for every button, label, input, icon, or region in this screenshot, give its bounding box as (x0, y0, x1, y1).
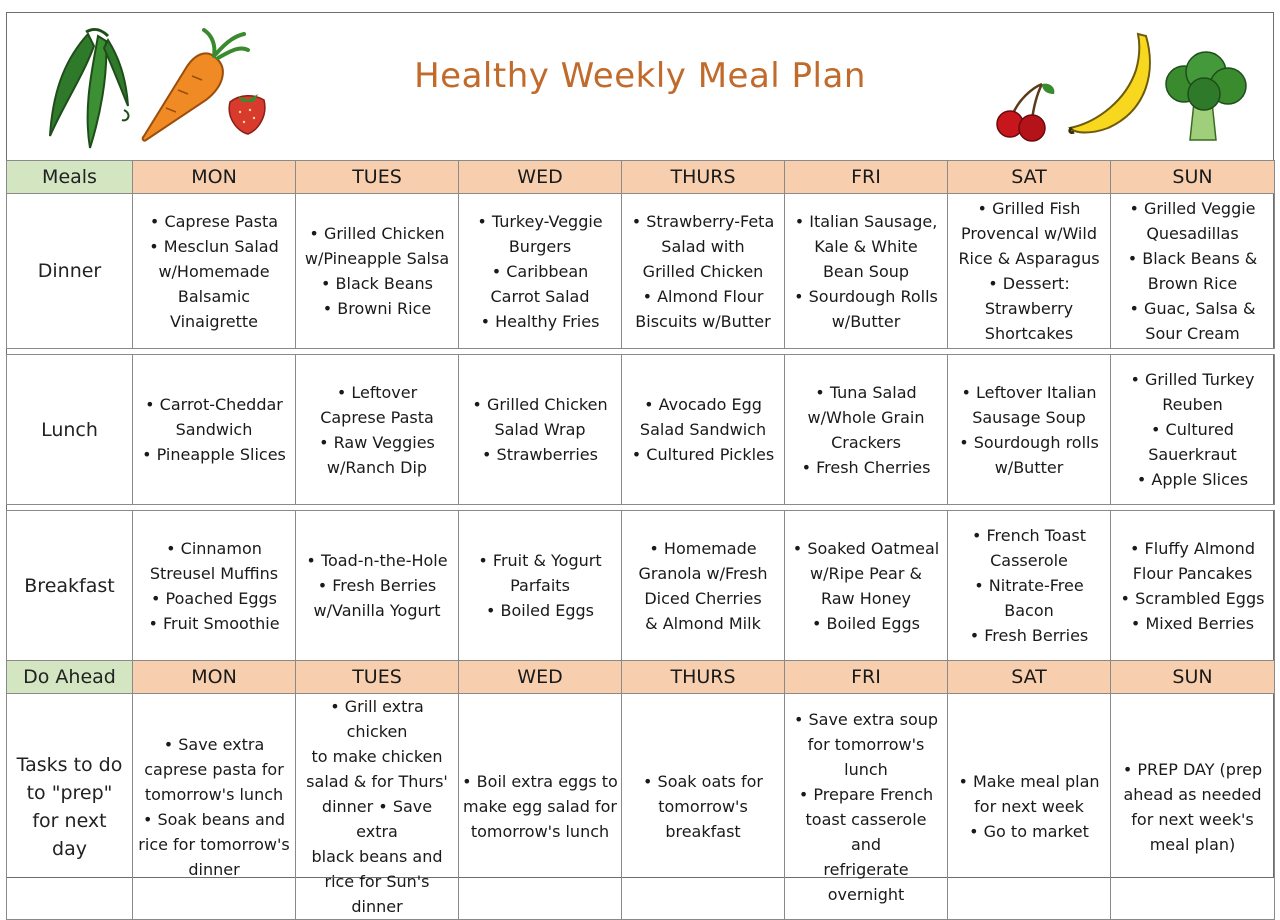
dinner-item-line: w/Butter (831, 311, 901, 331)
breakfast-cell-tues (296, 511, 459, 661)
dinner-item-line: Carrot Salad (490, 286, 590, 306)
tasks-item-line: tomorrow's (658, 797, 748, 816)
breakfast-item-line: Streusel Muffins (149, 563, 279, 583)
tasks-cell-thurs (622, 694, 785, 920)
breakfast-cell-wed (459, 511, 622, 661)
day-header: TUES (296, 161, 459, 194)
dinner-cell-tues (296, 194, 459, 349)
breakfast-cell-sun (1111, 511, 1275, 661)
lunch-item-line: • Tuna Salad (815, 382, 917, 402)
breakfast-item-line: • Fruit Smoothie (148, 613, 280, 633)
lunch-item-line: • Leftover (336, 382, 418, 402)
tasks-item-line: rice for Sun's (324, 872, 430, 891)
dinner-item-line: w/Homemade (158, 261, 270, 281)
dinner-item-line: • Sourdough Rolls (794, 286, 938, 306)
tasks-item-line: meal plan) (1149, 834, 1236, 854)
dinner-item-line: Biscuits w/Butter (635, 311, 771, 331)
dinner-item-line: Salad with (661, 236, 745, 256)
lunch-item-line: w/Whole Grain (807, 407, 925, 427)
dinner-item-line: Strawberry (984, 299, 1074, 318)
tasks-item-line: overnight (827, 884, 905, 904)
dinner-cell-thurs (622, 194, 785, 349)
lunch-item-line: Sauerkraut (1148, 445, 1237, 464)
tasks-label-line: Tasks to do (16, 753, 123, 776)
lunch-cell-sat (948, 355, 1111, 505)
day-header: SUN (1111, 161, 1275, 194)
dinner-item-line: • Strawberry-Feta (631, 211, 775, 231)
dinner-item-line: w/Pineapple Salsa (304, 249, 450, 268)
lunch-item-line: • Pineapple Slices (142, 445, 286, 464)
tasks-item-line: • Soak oats for (643, 772, 763, 791)
lunch-item-line: Salad Wrap (494, 420, 586, 439)
breakfast-item-line: Diced Cherries (644, 588, 762, 608)
tasks-item-line: for next week (974, 797, 1084, 816)
lunch-item-line: • Grilled Chicken (472, 395, 608, 414)
lunch-cell-fri (785, 355, 948, 505)
tasks-item-line: for next week's (1131, 809, 1254, 829)
tasks-cell-mon (133, 694, 296, 920)
dinner-item-line: Provencal w/Wild (961, 224, 1097, 243)
tasks-item-line: • Boil extra eggs to (462, 772, 618, 791)
breakfast-item-line: • Homemade (649, 538, 757, 558)
breakfast-item-line: Flour Pancakes (1132, 563, 1253, 583)
breakfast-item-line: Parfaits (510, 576, 570, 595)
tasks-item-line: to make chicken (311, 747, 443, 766)
meals-header-row (7, 161, 1275, 194)
breakfast-item-line: • Soaked Oatmeal (792, 538, 940, 558)
tasks-item-line: dinner (188, 859, 240, 879)
tasks-row (7, 694, 1275, 920)
lunch-cell-sun (1111, 355, 1275, 505)
dinner-item-line: • Italian Sausage, (794, 211, 938, 231)
tasks-label-line: to "prep" (26, 781, 113, 804)
lunch-item-line: • Cultured (1151, 420, 1234, 439)
breakfast-item-line: Raw Honey (820, 588, 911, 608)
lunch-item-line: • Fresh Cherries (801, 457, 931, 477)
lunch-item-line: w/Butter (994, 457, 1064, 477)
dinner-cell-sat (948, 194, 1111, 349)
day-header: THURS (622, 161, 785, 194)
dinner-item-line: Quesadillas (1146, 224, 1239, 243)
lunch-item-line: • Strawberries (482, 445, 598, 464)
breakfast-cell-mon (133, 511, 296, 661)
lunch-item-line: Sausage Soup (972, 407, 1086, 427)
lunch-item-line: • Sourdough rolls (959, 432, 1099, 452)
lunch-item-line: Crackers (831, 432, 901, 452)
breakfast-item-line: • Boiled Eggs (811, 613, 921, 633)
tasks-item-line: • Prepare French (798, 784, 934, 804)
day-header: SAT (948, 661, 1111, 694)
tasks-item-line: tomorrow's lunch (470, 822, 610, 841)
breakfast-item-line: • Nitrate-Free (974, 576, 1084, 595)
dinner-item-line: • Almond Flour (642, 286, 764, 306)
dinner-item-line: • Grilled Fish (977, 199, 1081, 218)
breakfast-item-line: • Poached Eggs (151, 588, 277, 608)
dinner-item-line: • Grilled Veggie (1129, 199, 1256, 218)
tasks-label-line: day (52, 837, 87, 860)
day-header: FRI (785, 661, 948, 694)
tasks-item-line: dinner • Save extra (321, 797, 433, 841)
dinner-item-line: Burgers (508, 236, 572, 256)
day-header: TUES (296, 661, 459, 694)
tasks-item-line: black beans and (311, 847, 443, 866)
dinner-item-line: Vinaigrette (169, 311, 259, 331)
tasks-cell-wed (459, 694, 622, 920)
lunch-cell-thurs (622, 355, 785, 505)
lunch-label: Lunch (7, 355, 133, 505)
dinner-item-line: Grilled Chicken (642, 261, 764, 281)
tasks-item-line: toast casserole and (805, 809, 927, 854)
breakfast-item-line: • Scrambled Eggs (1120, 588, 1265, 608)
day-header: MON (133, 661, 296, 694)
day-header: FRI (785, 161, 948, 194)
tasks-item-line: ahead as needed (1123, 784, 1262, 804)
day-header: MON (133, 161, 296, 194)
tasks-cell-sun (1111, 694, 1275, 920)
dinner-item-line: Kale & White (814, 236, 918, 256)
lunch-item-line: • Grilled Turkey (1130, 370, 1255, 389)
dinner-item-line: • Turkey-Veggie (477, 211, 603, 231)
dinner-row (7, 194, 1275, 349)
lunch-item-line: Salad Sandwich (639, 420, 767, 439)
lunch-item-line: • Carrot-Cheddar (145, 395, 283, 414)
breakfast-item-line: • French Toast (971, 526, 1087, 545)
breakfast-label: Breakfast (7, 511, 133, 661)
breakfast-item-line: w/Ripe Pear & (810, 563, 922, 583)
lunch-item-line: • Avocado Egg (644, 395, 762, 414)
tasks-item-line: make egg salad for (463, 797, 617, 816)
dinner-item-line: • Browni Rice (322, 299, 432, 318)
dinner-cell-fri (785, 194, 948, 349)
tasks-cell-fri (785, 694, 948, 920)
lunch-item-line: • Raw Veggies (319, 432, 435, 452)
dinner-cell-sun (1111, 194, 1275, 349)
breakfast-item-line: Casserole (990, 551, 1068, 570)
breakfast-item-line: Bacon (1004, 601, 1054, 620)
tasks-item-line: • PREP DAY (prep (1122, 759, 1263, 779)
tasks-label-line: for next (32, 809, 107, 832)
dinner-item-line: Sour Cream (1145, 324, 1240, 343)
day-header: WED (459, 661, 622, 694)
breakfast-item-line: Granola w/Fresh (638, 563, 768, 583)
tasks-item-line: breakfast (665, 822, 741, 841)
breakfast-item-line: • Mixed Berries (1130, 613, 1255, 633)
tasks-item-line: • Save extra (163, 734, 265, 754)
dinner-item-line: • Guac, Salsa & (1129, 299, 1256, 318)
breakfast-cell-thurs (622, 511, 785, 661)
tasks-item-line: dinner (351, 897, 403, 916)
lunch-item-line: w/Ranch Dip (326, 457, 428, 477)
tasks-cell-sat (948, 694, 1111, 920)
day-header: SUN (1111, 661, 1275, 694)
dinner-item-line: Rice & Asparagus (958, 249, 1100, 268)
tasks-item-line: caprese pasta for (144, 759, 284, 779)
dinner-item-line: • Healthy Fries (480, 311, 600, 331)
lunch-cell-tues (296, 355, 459, 505)
tasks-label (7, 694, 133, 920)
tasks-item-line: • Go to market (969, 822, 1089, 841)
day-header: THURS (622, 661, 785, 694)
tasks-item-line: for tomorrow's (807, 734, 925, 754)
breakfast-item-line: w/Vanilla Yogurt (313, 601, 441, 620)
dinner-cell-mon (133, 194, 296, 349)
dinner-cell-wed (459, 194, 622, 349)
tasks-item-line: tomorrow's lunch (144, 784, 284, 804)
day-header: SAT (948, 161, 1111, 194)
tasks-item-line: • Make meal plan (958, 772, 1100, 791)
lunch-item-line: • Leftover Italian (961, 382, 1097, 402)
breakfast-item-line: • Fluffy Almond (1130, 538, 1255, 558)
tasks-item-line: rice for tomorrow's (138, 834, 290, 854)
dinner-item-line: • Dessert: (988, 274, 1070, 293)
breakfast-item-line: & Almond Milk (645, 613, 761, 633)
breakfast-item-line: • Fresh Berries (317, 576, 437, 595)
tasks-cell-tues (296, 694, 459, 920)
breakfast-item-line: • Boiled Eggs (485, 601, 595, 620)
dinner-item-line: Shortcakes (984, 324, 1074, 343)
dinner-item-line: Bean Soup (822, 261, 910, 281)
do-ahead-header-row (7, 661, 1275, 694)
dinner-item-line: Balsamic (177, 286, 251, 306)
tasks-item-line: • Grill extra chicken (330, 697, 424, 741)
lunch-item-line: • Cultured Pickles (631, 445, 775, 464)
breakfast-cell-sat (948, 511, 1111, 661)
breakfast-row (7, 511, 1275, 661)
day-header: WED (459, 161, 622, 194)
lunch-item-line: Sandwich (175, 420, 253, 439)
tasks-item-line: lunch (844, 759, 888, 779)
breakfast-item-line: • Toad-n-the-Hole (306, 551, 448, 570)
tasks-item-line: salad & for Thurs' (306, 772, 448, 791)
dinner-label: Dinner (7, 194, 133, 349)
breakfast-item-line: • Cinnamon (166, 538, 262, 558)
lunch-row (7, 355, 1275, 505)
dinner-item-line: • Caprese Pasta (149, 211, 279, 231)
dinner-item-line: • Black Beans & (1127, 249, 1258, 268)
breakfast-item-line: • Fruit & Yogurt (478, 551, 602, 570)
tasks-item-line: • Soak beans and (142, 809, 286, 829)
tasks-item-line: • Save extra soup (793, 709, 939, 729)
breakfast-item-line: • Fresh Berries (969, 626, 1089, 645)
dinner-item-line: Brown Rice (1147, 274, 1238, 293)
dinner-item-line: • Caribbean (491, 261, 589, 281)
lunch-cell-wed (459, 355, 622, 505)
meals-label: Meals (7, 161, 133, 194)
tasks-item-line: refrigerate (823, 859, 909, 879)
do-ahead-label: Do Ahead (7, 661, 133, 694)
breakfast-cell-fri (785, 511, 948, 661)
dinner-item-line: • Grilled Chicken (309, 224, 445, 243)
dinner-item-line: • Black Beans (321, 274, 433, 293)
lunch-item-line: Caprese Pasta (320, 407, 434, 427)
lunch-cell-mon (133, 355, 296, 505)
lunch-item-line: Reuben (1162, 395, 1223, 414)
dinner-item-line: • Mesclun Salad (149, 236, 279, 256)
lunch-item-line: • Apple Slices (1136, 470, 1249, 489)
page-title: Healthy Weekly Meal Plan (414, 56, 866, 96)
meal-plan-table (6, 160, 1275, 920)
